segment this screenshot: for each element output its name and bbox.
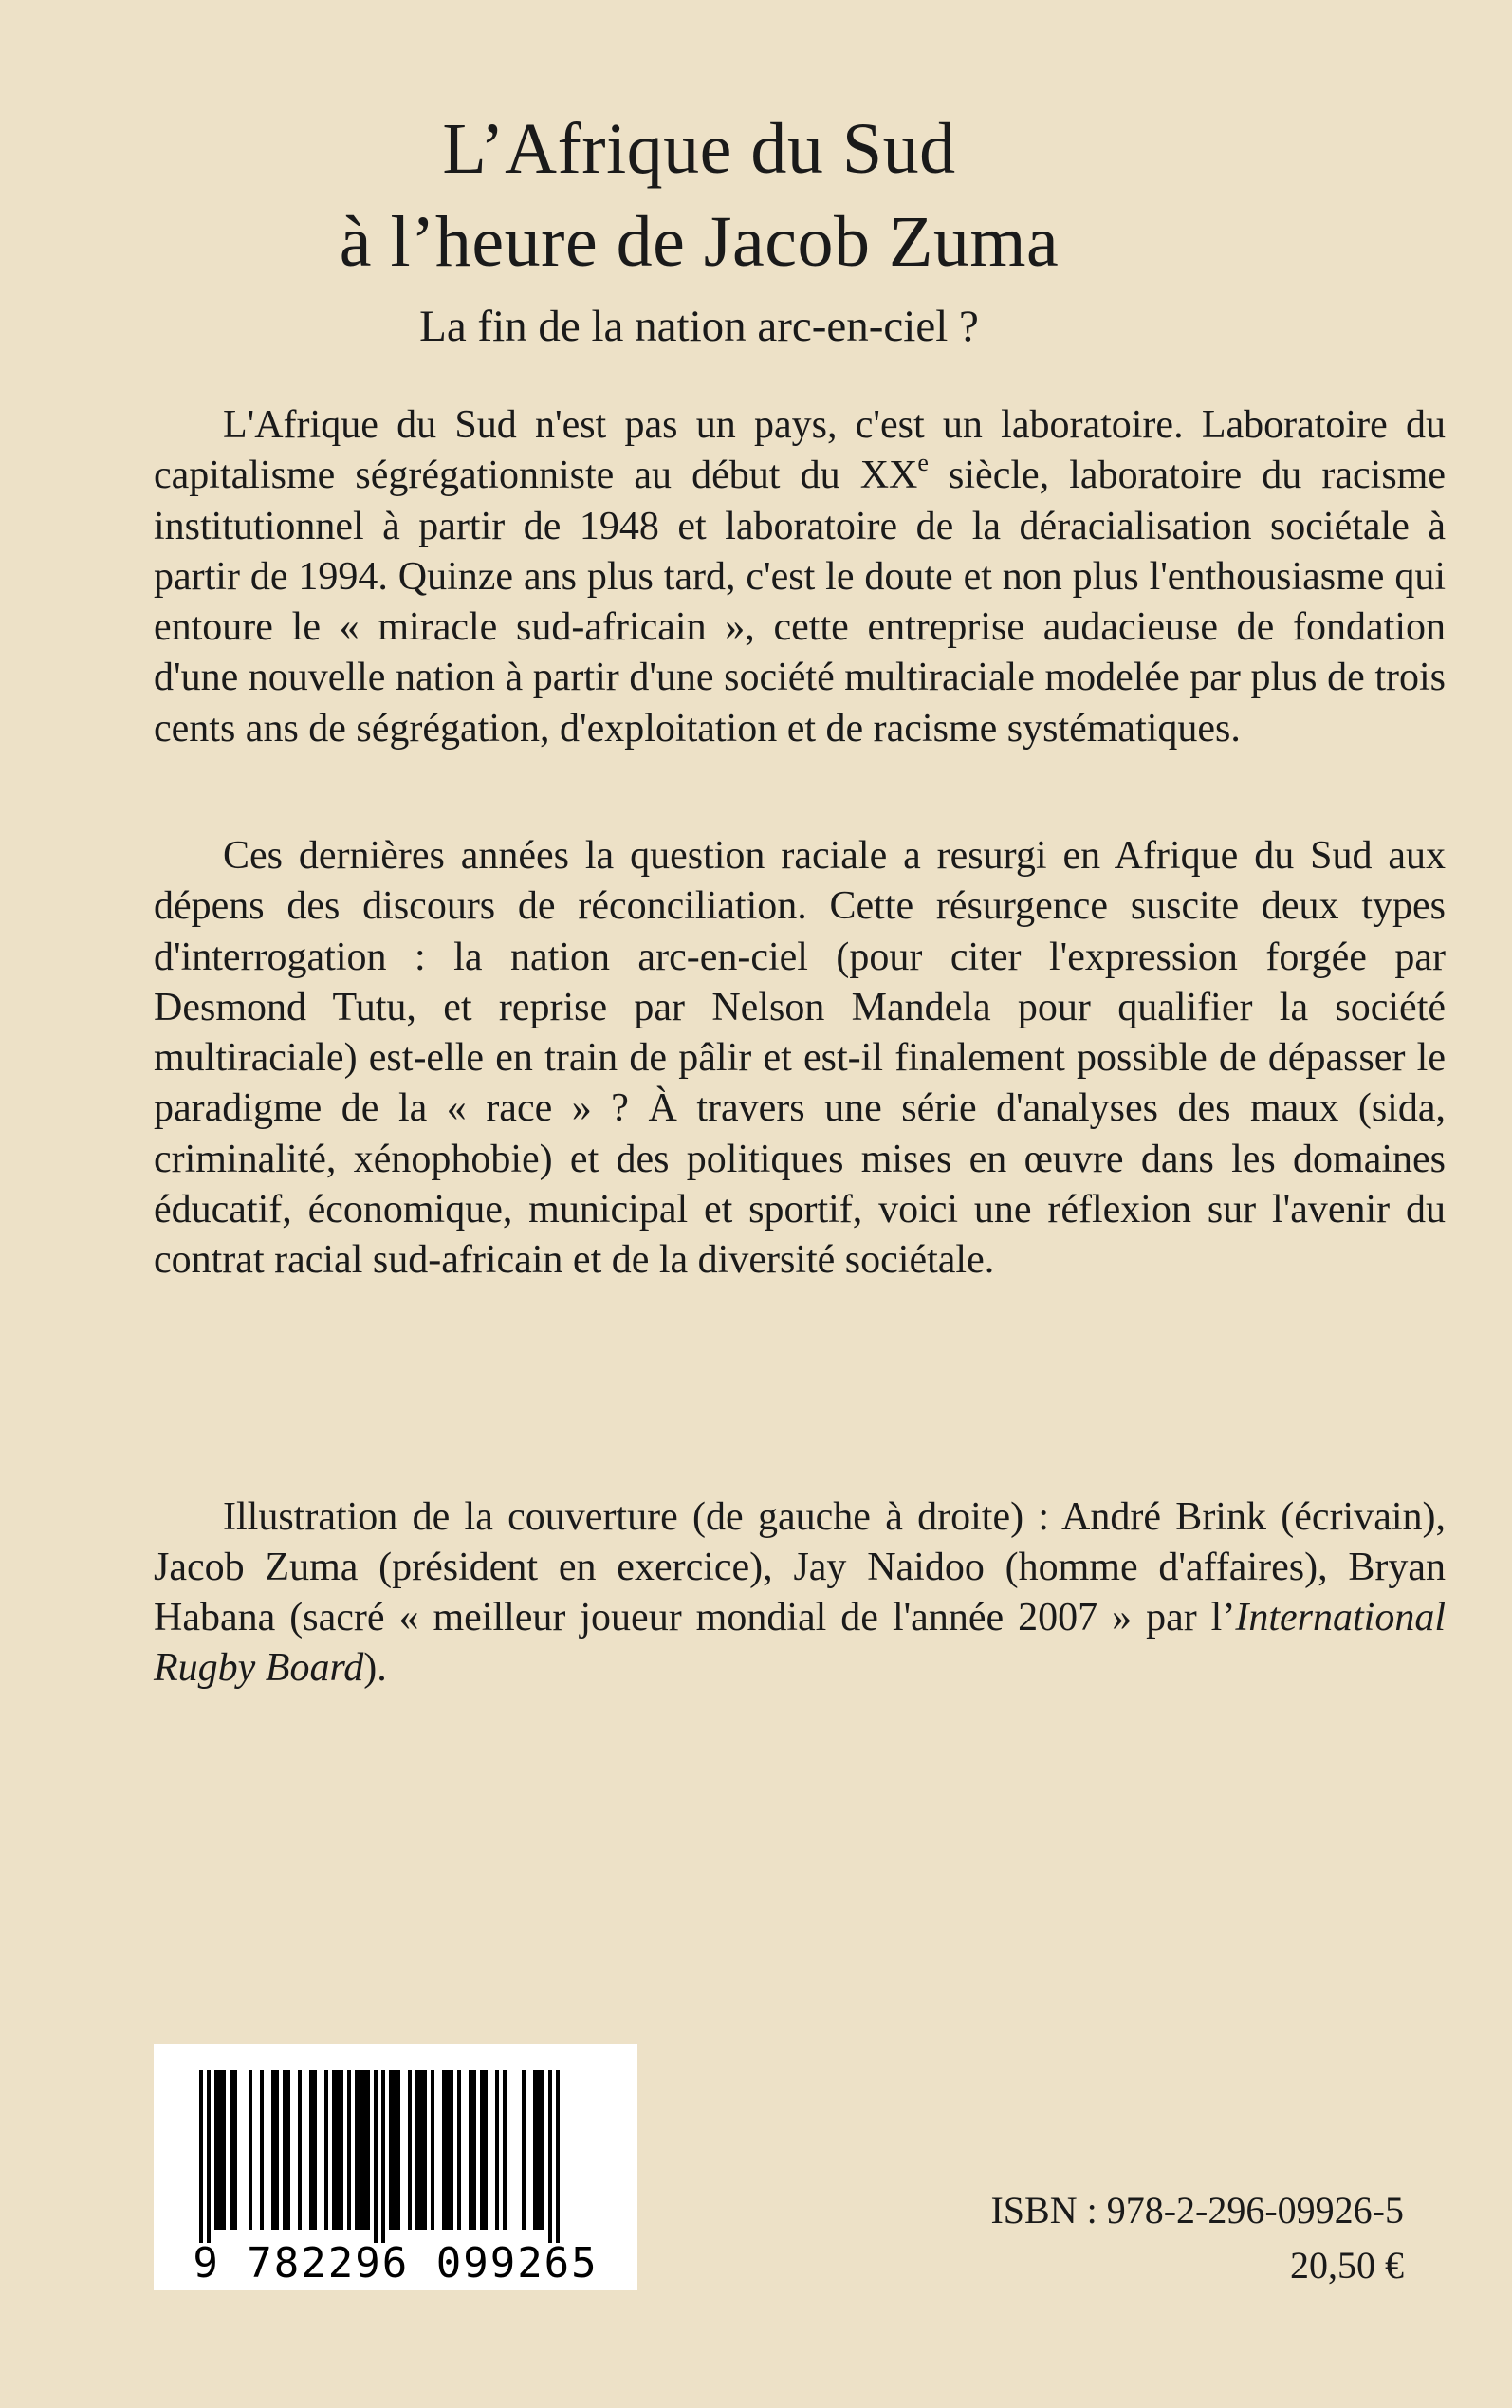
barcode-bar <box>431 2070 434 2230</box>
barcode-bar <box>522 2070 526 2230</box>
barcode-bar <box>381 2070 385 2243</box>
barcode-bar <box>340 2070 343 2230</box>
barcode-bar <box>472 2070 476 2230</box>
barcode-bar <box>374 2070 378 2243</box>
subtitle: La fin de la nation arc-en-ciel ? <box>419 302 979 351</box>
barcode-bar <box>309 2070 313 2230</box>
summary-paragraph-2 <box>154 831 1446 1287</box>
barcode-icon <box>154 2044 637 2290</box>
barcode-bar <box>408 2070 412 2230</box>
barcode-bar <box>233 2070 237 2230</box>
barcode-bar <box>537 2070 541 2230</box>
barcode-bar <box>393 2070 396 2230</box>
barcode-bar <box>396 2070 400 2230</box>
barcode-bar <box>457 2070 461 2230</box>
barcode-bar <box>275 2070 279 2230</box>
barcode-bar <box>298 2070 302 2230</box>
paragraph-1-text-end: siècle, laboratoire du racisme institutionnel à partir de 1948 et laboratoire de la déracialisation sociétale à partir de 1994. Quinze ans plus tard, c'est le doute et non plus l'enthousiasme qui entoure le « miracle sud-africain », cette entreprise audacieuse de fondation d'une nouvelle nation à partir d'une société multiraciale modelée par plus de trois cents ans de ségrégation, d'exploitation et de racisme systématiques. <box>154 454 1446 750</box>
century-superscript: e <box>917 449 929 477</box>
barcode-digits: 9 782296 099265 <box>193 2239 599 2288</box>
summary-paragraph-1 <box>154 400 1446 754</box>
barcode-bar <box>347 2070 351 2230</box>
barcode-bar <box>313 2070 317 2230</box>
barcode-bar <box>359 2070 362 2230</box>
title-line-2: à l’heure de Jacob Zuma <box>339 202 1060 282</box>
barcode-bar <box>366 2070 370 2230</box>
barcode-bar <box>249 2070 252 2230</box>
barcode-bar <box>214 2070 218 2230</box>
barcode-bar <box>355 2070 359 2230</box>
barcode-bar <box>423 2070 427 2230</box>
caption-text-end: ). <box>363 1646 387 1690</box>
cover-illustration-caption <box>154 1492 1446 1694</box>
caption-text-start: Illustration de la couverture (de gauche à droite) : André Brink (écrivain), Jacob Zuma (président en exercice), Jay Naidoo (homme d'affaires), Bryan Habana (sacré « meilleur joueur mondial de l'année 2007 » par l’ <box>154 1495 1446 1639</box>
barcode-bar <box>332 2070 336 2230</box>
barcode-bar <box>503 2070 507 2230</box>
barcode-bar <box>260 2070 264 2230</box>
barcode-bar <box>442 2070 446 2230</box>
barcode-bar <box>199 2070 203 2243</box>
barcode-bar <box>450 2070 453 2230</box>
price: 20,50 € <box>1290 2244 1404 2287</box>
barcode-bar <box>484 2070 488 2230</box>
barcode-bar <box>548 2070 552 2243</box>
barcode <box>154 2044 637 2290</box>
barcode-bar <box>230 2070 233 2230</box>
barcode-bar <box>541 2070 544 2230</box>
title-block <box>0 102 1512 355</box>
paragraph-1-text-start: L'Afrique du Sud n'est pas un pays, c'est un laboratoire. Laboratoire du capitalisme ségrégationniste au début du XX <box>154 403 1446 498</box>
barcode-bar <box>218 2070 222 2230</box>
barcode-bar <box>222 2070 226 2230</box>
isbn-number: ISBN : 978-2-296-09926-5 <box>990 2189 1404 2232</box>
barcode-bar <box>389 2070 393 2230</box>
barcode-bar <box>415 2070 419 2230</box>
barcode-bar <box>469 2070 472 2230</box>
barcode-bars <box>199 2070 560 2243</box>
paragraph-2-text: Ces dernières années la question raciale a resurgi en Afrique du Sud aux dépens des discours de réconciliation. Cette résurgence suscite deux types d'interrogation : la nation arc-en-ciel (pour citer l'expression forgée par Desmond Tutu, et reprise par Nelson Mandela pour qualifier la société multiraciale) est-elle en train de pâlir et est-il finalement possible de dépasser le paradigme de la « race » ? À travers une série d'analyses des maux (sida, criminalité, xénophobie) et des politiques mises en œuvre dans les domaines éducatif, économique, municipal et sportif, voici une réflexion sur l'avenir du contrat racial sud-africain et de la diversité sociétale. <box>154 834 1446 1283</box>
caption-italic-org: International Rugby Board <box>154 1596 1446 1690</box>
barcode-bar <box>283 2070 286 2230</box>
barcode-bar <box>556 2070 560 2243</box>
barcode-bar <box>495 2070 499 2230</box>
barcode-bar <box>533 2070 537 2230</box>
barcode-bar <box>207 2070 211 2243</box>
barcode-bar <box>419 2070 423 2230</box>
barcode-bar <box>480 2070 484 2230</box>
barcode-bar <box>336 2070 340 2230</box>
barcode-bar <box>324 2070 328 2230</box>
title-line-1: L’Afrique du Sud <box>442 109 956 189</box>
barcode-bar <box>271 2070 275 2230</box>
barcode-bar <box>286 2070 290 2230</box>
barcode-bar <box>362 2070 366 2230</box>
barcode-bar <box>446 2070 450 2230</box>
